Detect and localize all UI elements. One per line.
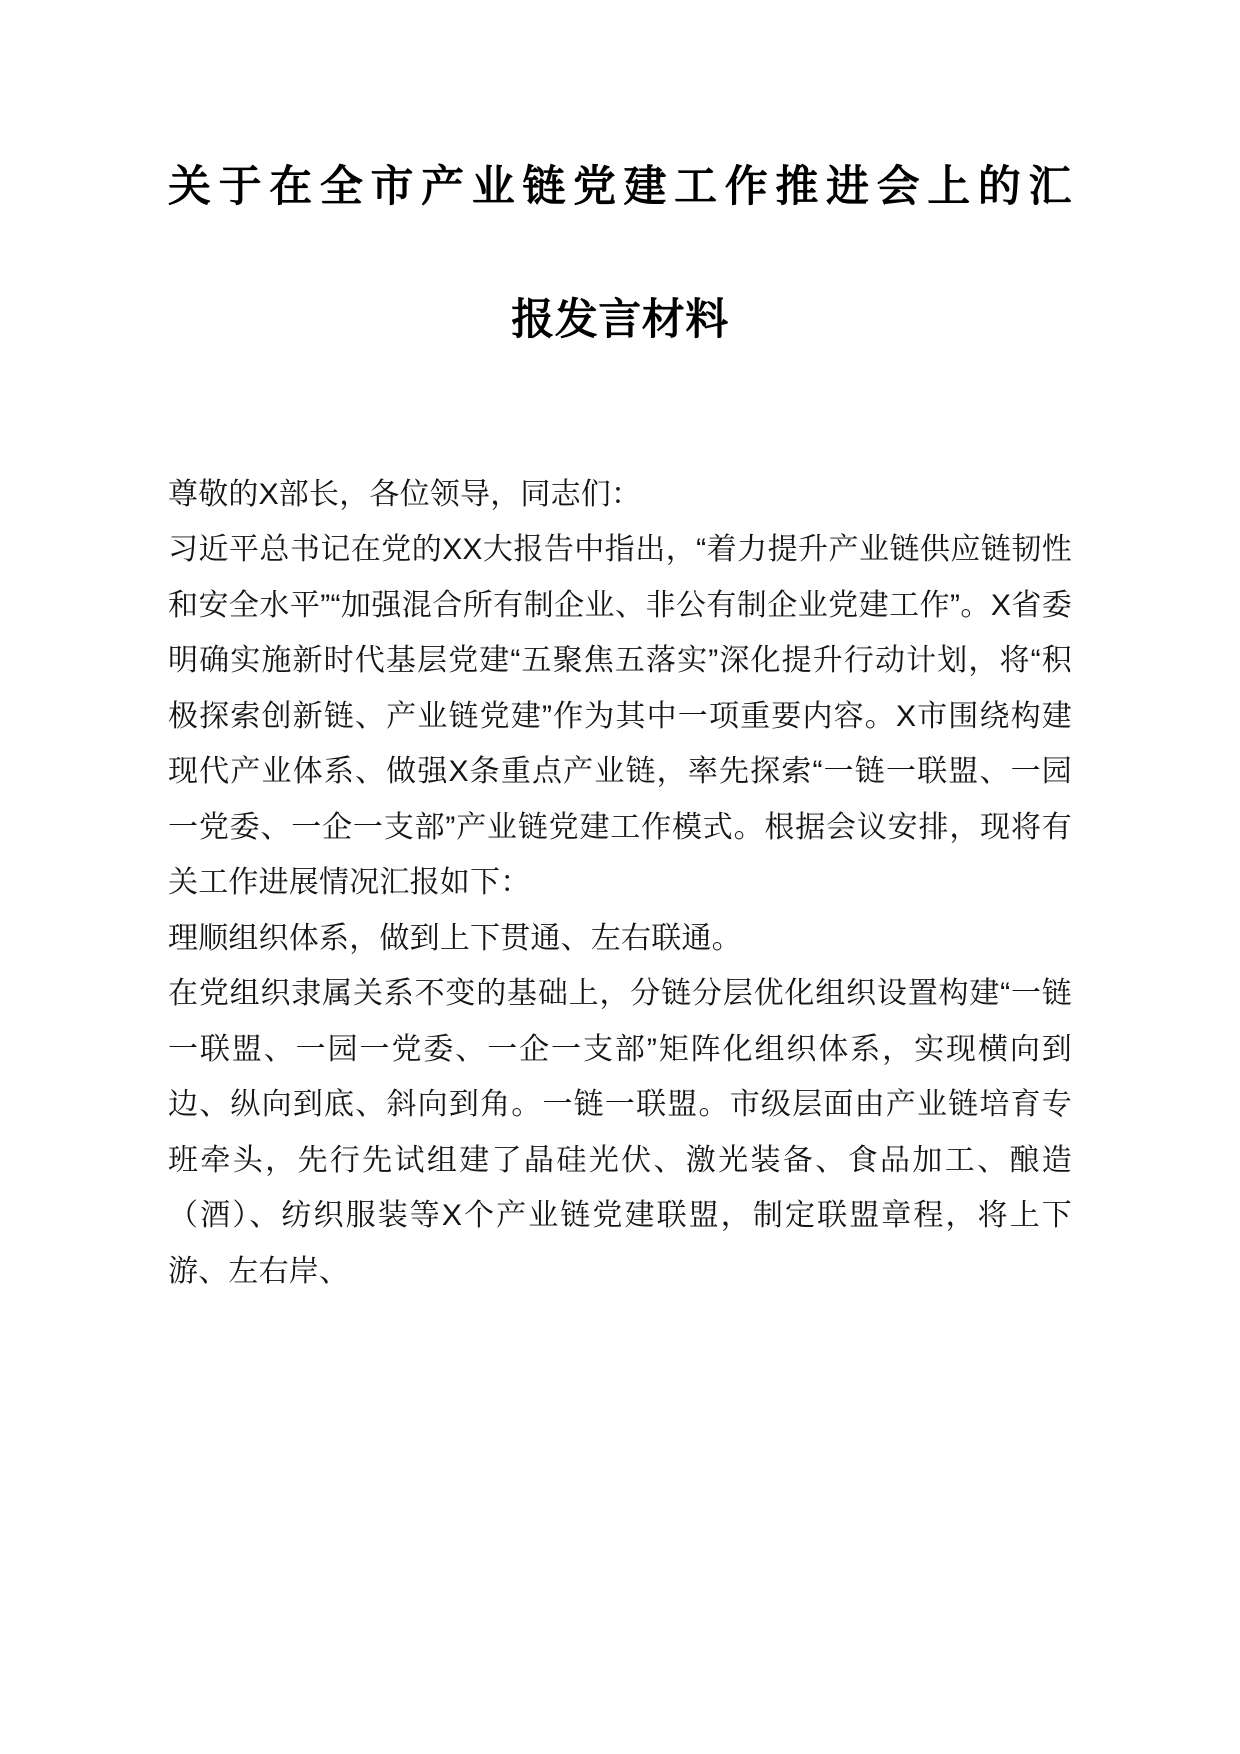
page-title-line-2: 报发言材料 <box>511 296 729 345</box>
paragraph-section-body: 在党组织隶属关系不变的基础上，分链分层优化组织设置构建“一链一联盟、一园一党委、一企一支部”矩阵化组织体系，实现横向到边、纵向到底、斜向到角。一链一联盟。市级层面由产业链培育专班牵头，先行先试组建了晶硅光伏、激光装备、食品加工、酿造（酒）、纺织服装等X个产业链党建联盟，制定联盟章程，将上下游、左右岸、 <box>168 977 1072 1288</box>
document-body <box>168 467 1072 1300</box>
page-title-line-1: 关于在全市产业链党建工作推进会上的汇 <box>168 163 1072 211</box>
paragraph-salutation: 尊敬的X部长，各位领导，同志们： <box>168 477 642 511</box>
paragraph-intro: 习近平总书记在党的XX大报告中指出，“着力提升产业链供应链韧性和安全水平”“加强混合所有制企业、非公有制企业党建工作”。X省委明确实施新时代基层党建“五聚焦五落实”深化提升行动计划，将“积极探索创新链、产业链党建”作为其中一项重要内容。X市围绕构建现代产业体系、做强X条重点产业链，率先探索“一链一联盟、一园一党委、一企一支部”产业链党建工作模式。根据会议安排，现将有关工作进展情况汇报如下： <box>168 533 1072 899</box>
paragraph-section-heading: 理顺组织体系，做到上下贯通、左右联通。 <box>168 921 742 955</box>
page-title <box>168 0 1072 359</box>
